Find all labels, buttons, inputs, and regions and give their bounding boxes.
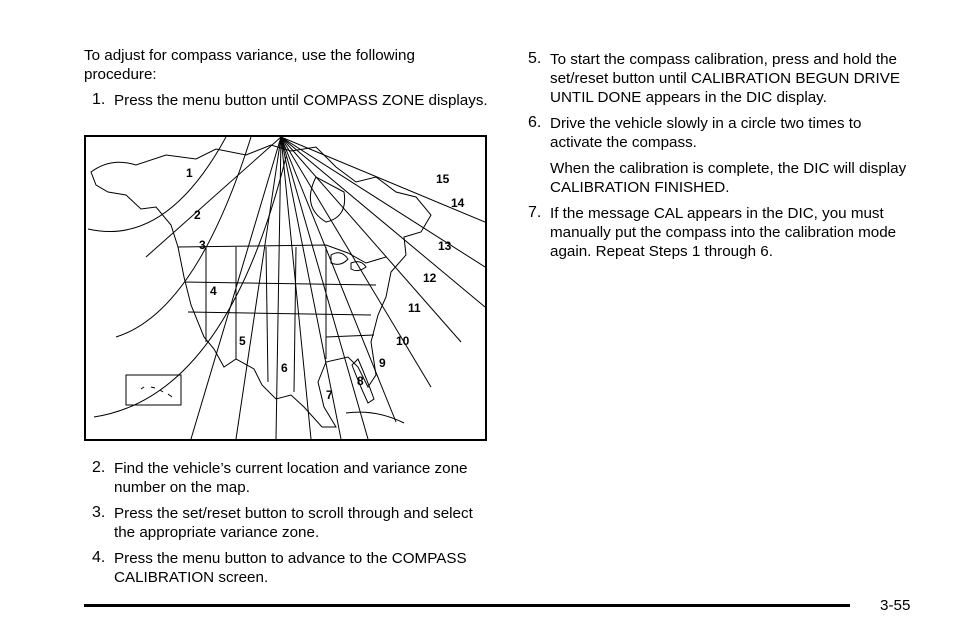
- zone-label-10: 10: [396, 334, 410, 348]
- page-number: 3-55: [880, 597, 911, 614]
- step-text: Drive the vehicle slowly in a circle two times to activate the compass.: [550, 115, 862, 151]
- zone-label-11: 11: [408, 301, 421, 315]
- step-5: [528, 50, 908, 107]
- step-6: [528, 114, 908, 152]
- step-text: If the message CAL appears in the DIC, you must manually put the compass into the calibration mode again. Repeat Steps 1 through 6.: [550, 205, 897, 260]
- zone-label-14: 14: [451, 196, 465, 210]
- zone-label-5: 5: [239, 334, 246, 348]
- step-text: Press the menu button until COMPASS ZONE displays.: [114, 92, 488, 109]
- right-column: [528, 50, 908, 268]
- step-3: [84, 504, 488, 542]
- intro-text: To adjust for compass variance, use the following procedure:: [84, 47, 415, 83]
- step-number: 5.: [528, 50, 542, 67]
- step-text: Press the set/reset button to scroll through and select the appropriate variance zone.: [114, 505, 473, 541]
- calibration-note: When the calibration is complete, the DIC will display CALIBRATION FINISHED.: [550, 160, 907, 196]
- step-number: 1.: [92, 91, 106, 108]
- step-4: [84, 549, 488, 587]
- step-1: [84, 91, 488, 110]
- left-column: [84, 46, 488, 117]
- zone-label-12: 12: [423, 271, 437, 285]
- zone-label-15: 15: [436, 172, 450, 186]
- zone-label-4: 4: [210, 284, 217, 298]
- zone-label-8: 8: [357, 374, 364, 388]
- step-2: [84, 459, 488, 497]
- step-number: 4.: [92, 549, 106, 566]
- step-number: 2.: [92, 459, 106, 476]
- zone-label-9: 9: [379, 356, 386, 370]
- footer-rule: [84, 604, 850, 607]
- zone-label-13: 13: [438, 239, 452, 253]
- step-number: 7.: [528, 204, 542, 221]
- zone-label-2: 2: [194, 208, 201, 222]
- step-text: Find the vehicle’s current location and variance zone number on the map.: [114, 460, 468, 496]
- step-7: [528, 204, 908, 261]
- step-number: 6.: [528, 114, 542, 131]
- zone-label-1: 1: [186, 166, 193, 180]
- left-steps-continued: [84, 459, 488, 594]
- step-text: To start the compass calibration, press and hold the set/reset button until CALIBRATION BEGUN DRIVE UNTIL DONE appears in the DIC display.: [550, 51, 900, 106]
- zone-label-6: 6: [281, 361, 288, 375]
- zone-label-7: 7: [326, 388, 333, 402]
- variance-zone-map: [84, 135, 487, 441]
- step-number: 3.: [92, 504, 106, 521]
- north-america-map: [86, 137, 485, 439]
- step-text: Press the menu button to advance to the COMPASS CALIBRATION screen.: [114, 550, 467, 586]
- zone-label-3: 3: [199, 238, 206, 252]
